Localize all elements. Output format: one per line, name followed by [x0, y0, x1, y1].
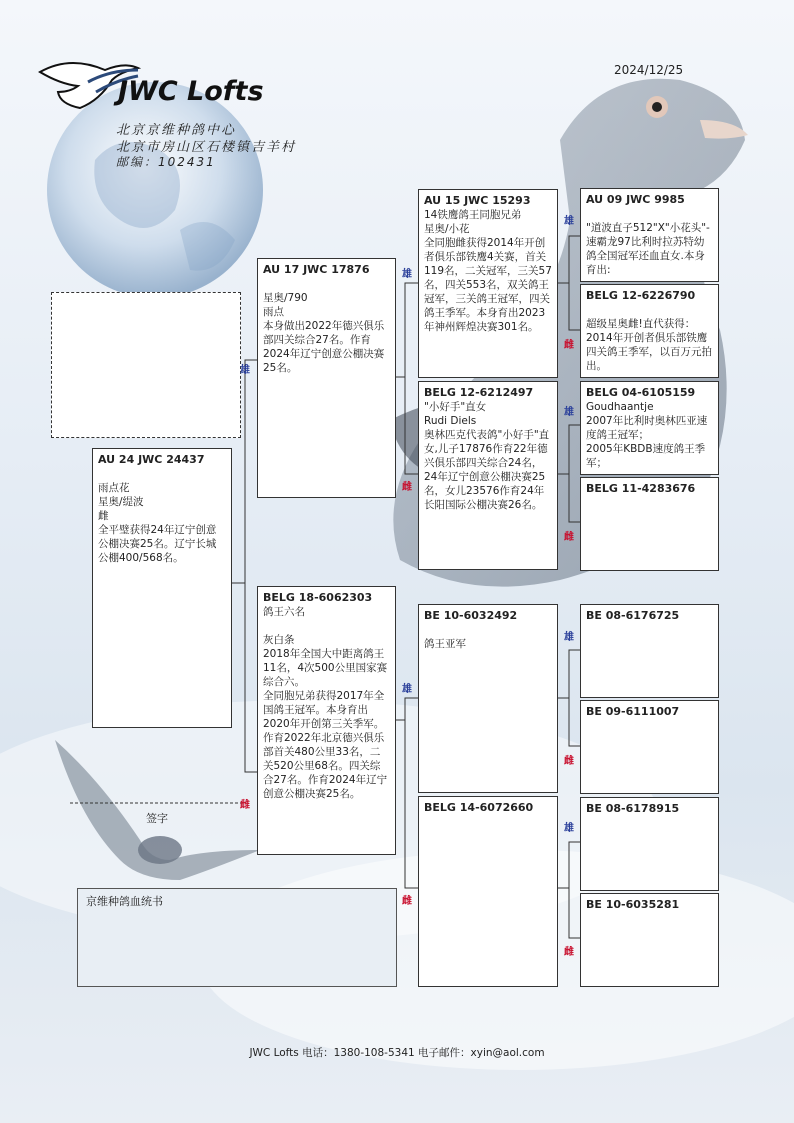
ring-number: BE 10-6032492: [424, 609, 518, 622]
org-postal: 邮编：102431: [116, 155, 216, 169]
card-line: 雨点: [263, 306, 284, 318]
sire-male-marker: 雄: [240, 365, 250, 376]
dsd-female-marker: 雌: [564, 756, 574, 767]
ss-card: [418, 189, 558, 378]
card-line: [586, 303, 713, 317]
ring-number: BE 09-6111007: [586, 705, 680, 718]
ddd-female-marker: 雌: [564, 947, 574, 958]
card-line: 雨点花: [98, 482, 130, 494]
dss-card: [580, 604, 719, 698]
org-address: 北京市房山区石楼镇吉羊村: [116, 140, 297, 155]
card-line: 2018年全国大中距离鸽王11名，4次500公里国家赛综合六。: [263, 648, 388, 688]
card-line: 本身做出2022年德兴俱乐部四关综合27名。作育2024年辽宁创意公棚决赛25名。: [263, 320, 385, 374]
signature-label: 签字: [146, 812, 168, 825]
card-line: [98, 467, 226, 481]
ds-card: [418, 604, 558, 793]
ssd-card: [580, 284, 719, 378]
sss-male-marker: 雄: [564, 216, 574, 227]
ring-number: BE 08-6176725: [586, 609, 680, 622]
card-line: 全同胞雌获得2014年开创者俱乐部铁鹰4关赛，首关119名，二关冠军，三关57名，四关553名，双关鸽王冠军，三关鸽王冠军，四关鸽王季军。本身育出2023年神州辉煌决赛301名。: [424, 237, 552, 333]
card-line: 星奥/小花: [424, 223, 470, 235]
sdd-card: [580, 477, 719, 571]
card-line: 奥林匹克代表鸽"小好手"直女,儿子17876作育22年德兴俱乐部四关综合24名，24年辽宁创意公棚决赛25名，女儿23576作育24年长阳国际公棚决赛26名。: [424, 429, 550, 511]
card-line: 鸽王亚军: [424, 638, 466, 650]
ring-number: AU 15 JWC 15293: [424, 194, 531, 207]
sds-card: [580, 381, 719, 475]
certificate-box: [77, 888, 397, 987]
logo-title: JWC Lofts: [118, 76, 264, 107]
ring-number: BE 08-6178915: [586, 802, 680, 815]
card-line: 星奥/缇波: [98, 496, 144, 508]
card-line: 全同胞兄弟获得2017年全国鸽王冠军。本身育出2020年开创第三关季军。作育2022年北京德兴俱乐部首关480公里33名，二关520公里68名。四关综合27名。作育2024年辽宁创意公棚决赛25名。: [263, 690, 388, 800]
subject-card: [92, 448, 232, 728]
ds-male-marker: 雄: [402, 684, 412, 695]
ss-male-marker: 雄: [402, 269, 412, 280]
ring-number: BELG 12-6226790: [586, 289, 696, 302]
card-line: "道波直子512"X"小花头"-速霸龙97比利时拉苏特幼鸽全国冠军还血直女.本身育出:: [586, 222, 710, 276]
org-name: 北京京维种鸽中心: [116, 123, 237, 138]
card-line: 2005年KBDB速度鸽王季军；: [586, 443, 706, 469]
sds-male-marker: 雄: [564, 407, 574, 418]
ring-number: BELG 04-6105159: [586, 386, 696, 399]
card-line: 全平璧获得24年辽宁创意公棚决赛25名。辽宁长城公棚400/568名。: [98, 524, 217, 564]
card-line: 2007年比利时奥林匹亚速度鸽王冠军；: [586, 415, 708, 441]
card-line: [263, 277, 390, 291]
card-line: 14铁鹰鸽王同胞兄弟: [424, 209, 522, 221]
dsd-card: [580, 700, 719, 794]
sss-card: [580, 188, 719, 282]
card-line: 星奥/790: [263, 292, 308, 304]
dam-card: [257, 586, 396, 855]
sdd-female-marker: 雌: [564, 532, 574, 543]
ring-number: AU 17 JWC 17876: [263, 263, 370, 276]
print-date: 2024/12/25: [614, 63, 684, 77]
ring-number: AU 09 JWC 9985: [586, 193, 685, 206]
dss-male-marker: 雄: [564, 632, 574, 643]
ring-number: AU 24 JWC 24437: [98, 453, 205, 466]
dd-female-marker: 雌: [402, 896, 412, 907]
ring-number: BELG 12-6212497: [424, 386, 534, 399]
dd-card: [418, 796, 558, 987]
ssd-female-marker: 雌: [564, 340, 574, 351]
sire-card: [257, 258, 396, 498]
footer-contact: JWC Lofts 电话：1380-108-5341 电子邮件：xyin@aol.com: [249, 1047, 545, 1059]
card-line: Goudhaantje: [586, 401, 654, 413]
card-line: 雌: [98, 510, 109, 522]
ring-number: BELG 18-6062303: [263, 591, 373, 604]
card-line: [586, 207, 713, 221]
certificate-title: 京维种鸽血统书: [86, 895, 163, 908]
ring-number: BELG 14-6072660: [424, 801, 534, 814]
dam-female-marker: 雌: [240, 800, 250, 811]
ddd-card: [580, 893, 719, 987]
card-line: Rudi Diels: [424, 415, 477, 427]
card-line: 灰白条: [263, 634, 295, 646]
sd-female-marker: 雌: [402, 482, 412, 493]
sd-card: [418, 381, 558, 570]
card-line: "小好手"直女: [424, 401, 487, 413]
dds-card: [580, 797, 719, 891]
card-line: [424, 623, 552, 637]
dds-male-marker: 雄: [564, 823, 574, 834]
card-line: [263, 619, 390, 633]
card-line: 鸽王六名: [263, 606, 305, 618]
card-line: 超级星奥雌!直代获得：2014年开创者俱乐部铁鹰四关鸽王季军，以百万元拍出。: [586, 318, 712, 372]
ring-number: BELG 11-4283676: [586, 482, 696, 495]
ring-number: BE 10-6035281: [586, 898, 680, 911]
